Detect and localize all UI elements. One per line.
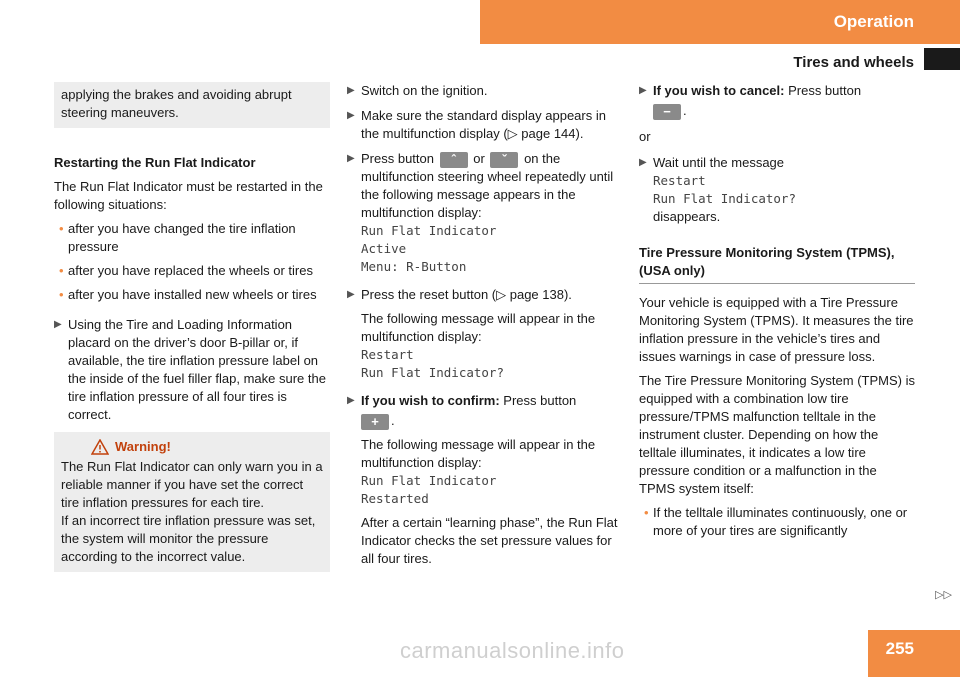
continued-note-box bbox=[54, 82, 330, 128]
column-1 bbox=[54, 82, 330, 572]
step-arrow-icon: ▶ bbox=[639, 85, 647, 96]
down-button-key bbox=[490, 152, 518, 168]
body-text: The Tire Pressure Monitoring System (TPMS) is equipped with a combination low tire pressure/TPMS malfunction telltale in the instrument cluster. Depending on how the telltale illuminates, it indicates a low tire pressure condition or a malfunction in the TPMS system itself: bbox=[639, 373, 915, 496]
step-label: If you wish to confirm: bbox=[361, 393, 500, 408]
step-text: disappears. bbox=[653, 209, 721, 224]
display-message bbox=[361, 222, 623, 276]
warning-text: If an incorrect tire inflation pressure was set, the system will monitor the pressure according to the incorrect value. bbox=[61, 513, 316, 564]
list-item: • after you have changed the tire inflation pressure bbox=[54, 220, 330, 256]
step-label: If you wish to cancel: bbox=[653, 83, 785, 98]
step-text: Using the Tire and Loading Information placard on the driver’s door B-pillar or, if available, the tire inflation pressure label on the inside of the fuel filler flap, make sure the tire inflation pressure of all four tires is correct. bbox=[68, 317, 326, 422]
minus-button-key bbox=[653, 104, 681, 120]
intro-text: The Run Flat Indicator must be restarted in the following situations: bbox=[54, 179, 323, 212]
message-line: Restart bbox=[361, 347, 414, 362]
warning-box bbox=[54, 432, 330, 572]
step-text: or bbox=[473, 151, 485, 166]
section-tab bbox=[480, 0, 960, 44]
subsection-title: Tires and wheels bbox=[793, 54, 914, 71]
step-text: Press button bbox=[503, 393, 577, 408]
heading-divider bbox=[639, 283, 915, 284]
page-number: 255 bbox=[885, 639, 914, 658]
message-line: Restart bbox=[653, 173, 706, 188]
warning-text: The Run Flat Indicator can only warn you in a reliable manner if you have set the correct tire inflation pressures for each tire. bbox=[61, 459, 323, 510]
section-heading: Restarting the Run Flat Indicator bbox=[54, 155, 256, 170]
column-2 bbox=[347, 82, 623, 568]
message-line: Run Flat Indicator bbox=[361, 473, 497, 488]
list-item: • after you have installed new wheels or tires bbox=[54, 286, 330, 304]
step-arrow-icon: ▶ bbox=[639, 157, 647, 168]
step-text: The following message will appear in the multifunction display: bbox=[361, 311, 596, 344]
message-line: Run Flat Indicator? bbox=[361, 365, 504, 380]
watermark: carmanualsonline.info bbox=[400, 638, 625, 663]
warning-title: Warning! bbox=[115, 439, 171, 454]
step-text: Wait until the message bbox=[653, 155, 785, 170]
step-text: on the multifunction steering wheel repeatedly until the following message appears in the multifunction display: bbox=[361, 151, 614, 220]
step-arrow-icon: ▶ bbox=[347, 110, 355, 121]
step-arrow-icon: ▶ bbox=[347, 289, 355, 300]
message-line: Menu: R-Button bbox=[361, 259, 467, 274]
message-line: Run Flat Indicator? bbox=[653, 191, 796, 206]
message-line: Active bbox=[361, 241, 407, 256]
display-message bbox=[361, 346, 623, 382]
display-message bbox=[653, 172, 915, 208]
step-item: ▶ If you wish to confirm: Press button + . The following message will appear in the multifunction display: Run Flat Indicator Restarted After a certain “learning phase”, the Run Flat Indicator checks the set pressure values for all four tires. bbox=[347, 392, 623, 568]
chevron-up-icon: ˆ bbox=[451, 152, 456, 168]
thumb-tab-marker bbox=[924, 48, 960, 70]
step-text: Press the reset button (▷ page 138). bbox=[361, 287, 572, 302]
step-text: The following message will appear in the multifunction display: bbox=[361, 437, 596, 470]
step-text: Press button bbox=[361, 151, 434, 166]
step-item: ▶ If you wish to cancel: Press button − . bbox=[639, 83, 862, 120]
display-message bbox=[361, 472, 623, 508]
warning-header bbox=[61, 438, 323, 456]
message-line: Run Flat Indicator bbox=[361, 223, 497, 238]
body-text: Your vehicle is equipped with a Tire Pressure Monitoring System (TPMS). It measures the tire inflation pressure in the vehicle’s tires and issues warnings in case of pressure loss. bbox=[639, 295, 914, 364]
or-text: or bbox=[639, 129, 651, 144]
plus-icon: + bbox=[371, 414, 379, 430]
list-item: • after you have replaced the wheels or tires bbox=[54, 262, 330, 280]
plus-button-key bbox=[361, 414, 389, 430]
step-item bbox=[347, 82, 623, 100]
minus-icon: − bbox=[663, 104, 671, 120]
step-text: After a certain “learning phase”, the Run Flat Indicator checks the set pressure values for all four tires. bbox=[361, 515, 618, 566]
step-item bbox=[347, 150, 623, 276]
page-number-tab bbox=[868, 630, 960, 677]
up-button-key bbox=[440, 152, 468, 168]
message-line: Restarted bbox=[361, 491, 429, 506]
chevron-down-icon: ˇ bbox=[502, 152, 507, 168]
continued-note: applying the brakes and avoiding abrupt steering maneuvers. bbox=[61, 87, 292, 120]
step-item bbox=[347, 286, 623, 382]
column-3 bbox=[639, 82, 915, 540]
step-text: Press button bbox=[788, 83, 862, 98]
step-item bbox=[639, 154, 915, 226]
warning-triangle-icon bbox=[91, 439, 109, 455]
section-heading: Tire Pressure Monitoring System (TPMS), (USA only) bbox=[639, 245, 895, 278]
step-item bbox=[54, 316, 330, 424]
list-item: • If the telltale illuminates continuously, one or more of your tires are significantly bbox=[639, 504, 915, 540]
step-arrow-icon: ▶ bbox=[54, 319, 62, 330]
step-arrow-icon: ▶ bbox=[347, 153, 355, 164]
section-title: Operation bbox=[833, 12, 914, 31]
step-text: Make sure the standard display appears in the multifunction display (▷ page 144). bbox=[361, 108, 606, 141]
step-item bbox=[347, 107, 623, 143]
step-arrow-icon: ▶ bbox=[347, 85, 355, 96]
step-text: Switch on the ignition. bbox=[361, 83, 488, 98]
step-arrow-icon: ▶ bbox=[347, 395, 355, 406]
continued-arrow-icon: ▷▷ bbox=[935, 589, 952, 601]
